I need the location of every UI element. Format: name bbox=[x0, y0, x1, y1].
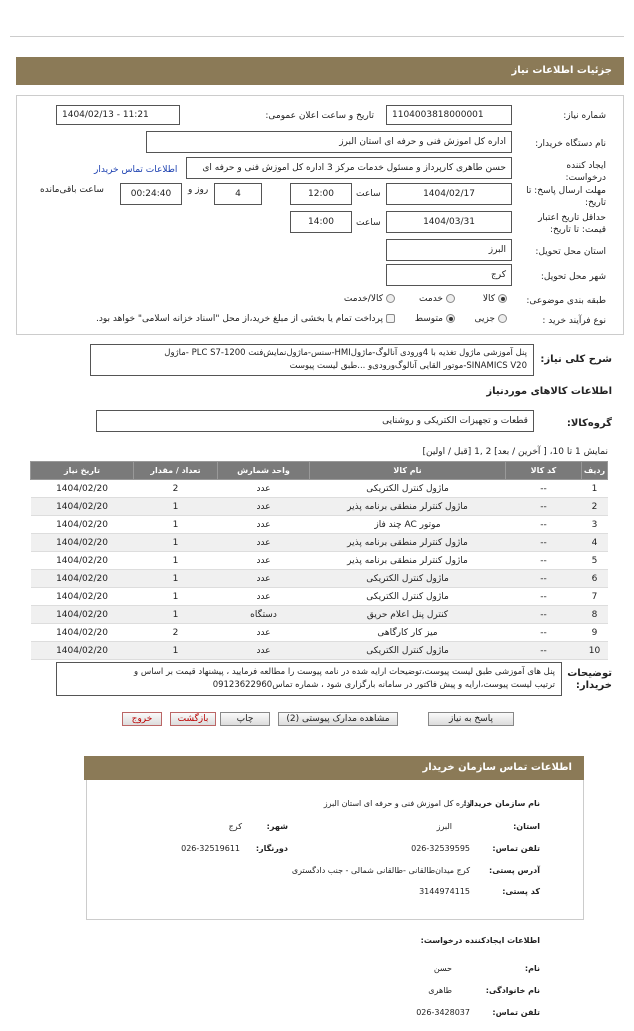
cell-item-name: ماژول کنترل الکتریکی bbox=[310, 480, 506, 498]
deadline-send-time-label: ساعت bbox=[356, 189, 381, 199]
deadline-send-time-field: 12:00 bbox=[290, 183, 352, 205]
radio-icon bbox=[386, 294, 395, 303]
top-divider bbox=[10, 36, 624, 37]
print-button[interactable]: چاپ bbox=[220, 712, 270, 726]
validity-label: حداقل تاریخ اعتبار قیمت: تا تاریخ: bbox=[538, 213, 606, 235]
exit-button[interactable]: خروج bbox=[122, 712, 162, 726]
cell-item-need-date: 1404/02/20 bbox=[31, 570, 134, 588]
goods-group-label: گروه‌کالا: bbox=[566, 418, 612, 429]
creator-last-name-label: نام خانوادگی: bbox=[485, 986, 540, 995]
deadline-send-label: مهلت ارسال پاسخ: تا تاریخ: bbox=[526, 186, 606, 208]
items-table bbox=[30, 461, 608, 660]
cell-row-number: 2 bbox=[582, 498, 608, 516]
cell-item-need-date: 1404/02/20 bbox=[31, 498, 134, 516]
cell-item-name: ماژول کنترلر منطقی برنامه پذیر bbox=[310, 534, 506, 552]
cell-item-quantity: 1 bbox=[134, 606, 218, 624]
checkbox-icon bbox=[386, 314, 395, 323]
cell-item-quantity: 1 bbox=[134, 642, 218, 660]
cell-item-code: -- bbox=[506, 516, 582, 534]
cell-item-quantity: 1 bbox=[134, 516, 218, 534]
cell-item-unit: عدد bbox=[218, 570, 310, 588]
cell-item-need-date: 1404/02/20 bbox=[31, 588, 134, 606]
table-header-row bbox=[31, 462, 608, 480]
col-header-code[interactable]: کد کالا bbox=[506, 462, 582, 480]
cell-item-name: ماژول کنترل الکتریکی bbox=[310, 588, 506, 606]
reply-button[interactable]: پاسخ به نیاز bbox=[428, 712, 514, 726]
cell-item-code: -- bbox=[506, 588, 582, 606]
province-field: البرز bbox=[386, 239, 512, 261]
table-row[interactable] bbox=[31, 480, 608, 498]
cell-item-code: -- bbox=[506, 606, 582, 624]
col-header-name[interactable]: نام کالا bbox=[310, 462, 506, 480]
creator-phone-label: تلفن تماس: bbox=[492, 1008, 540, 1017]
contact-fax-value: 026-32519611 bbox=[181, 844, 240, 853]
cell-item-name: میز کار کارگاهی bbox=[310, 624, 506, 642]
table-row[interactable] bbox=[31, 534, 608, 552]
cell-item-quantity: 1 bbox=[134, 588, 218, 606]
cell-item-need-date: 1404/02/20 bbox=[31, 534, 134, 552]
cell-item-name: کنترل پنل اعلام حریق bbox=[310, 606, 506, 624]
cell-item-quantity: 2 bbox=[134, 480, 218, 498]
announce-date-label: تاریخ و ساعت اعلان عمومی: bbox=[265, 111, 374, 121]
days-remaining-field: 4 bbox=[214, 183, 262, 205]
back-button[interactable]: بازگشت bbox=[170, 712, 216, 726]
table-row[interactable] bbox=[31, 624, 608, 642]
cell-item-code: -- bbox=[506, 624, 582, 642]
table-row[interactable] bbox=[31, 516, 608, 534]
contact-org-label: نام سازمان خریدار: bbox=[463, 799, 540, 808]
radio-icon bbox=[498, 314, 507, 323]
contact-phone-label: تلفن تماس: bbox=[492, 844, 540, 853]
cell-item-name: ماژول کنترلر منطقی برنامه پذیر bbox=[310, 498, 506, 516]
table-row[interactable] bbox=[31, 552, 608, 570]
cell-item-need-date: 1404/02/20 bbox=[31, 552, 134, 570]
category-option-goods[interactable]: کالا bbox=[483, 294, 510, 304]
contact-address-value: کرج میدان‌طالقانی -طالقانی شمالی - جنب دادگستری bbox=[291, 866, 470, 875]
cell-item-code: -- bbox=[506, 570, 582, 588]
page-header bbox=[16, 57, 624, 85]
creator-label: ایجاد کننده درخواست: bbox=[565, 161, 606, 183]
cell-item-code: -- bbox=[506, 480, 582, 498]
cell-item-need-date: 1404/02/20 bbox=[31, 624, 134, 642]
contact-city-value: کرج bbox=[228, 822, 242, 831]
items-table-wrapper bbox=[30, 461, 608, 660]
table-row[interactable] bbox=[31, 588, 608, 606]
cell-item-quantity: 1 bbox=[134, 534, 218, 552]
cell-item-quantity: 1 bbox=[134, 498, 218, 516]
creator-info-title: اطلاعات ایجادکننده درخواست: bbox=[420, 936, 540, 945]
category-option-goods-service[interactable]: کالا/خدمت bbox=[344, 294, 398, 304]
process-label: نوع فرآیند خرید : bbox=[542, 316, 606, 326]
cell-row-number: 1 bbox=[582, 480, 608, 498]
col-header-quantity[interactable]: تعداد / مقدار bbox=[134, 462, 218, 480]
cell-item-code: -- bbox=[506, 642, 582, 660]
validity-time-label: ساعت bbox=[356, 218, 381, 228]
cell-item-need-date: 1404/02/20 bbox=[31, 480, 134, 498]
radio-icon bbox=[446, 314, 455, 323]
announce-date-field: 1404/02/13 - 11:21 bbox=[56, 105, 180, 125]
validity-time-field: 14:00 bbox=[290, 211, 352, 233]
cell-item-unit: عدد bbox=[218, 480, 310, 498]
process-option-medium[interactable]: متوسط bbox=[415, 314, 458, 324]
cell-row-number: 10 bbox=[582, 642, 608, 660]
category-label: طبقه بندی موضوعی: bbox=[526, 296, 606, 306]
page-title: جزئیات اطلاعات نیاز bbox=[511, 65, 612, 76]
remaining-time-field: 00:24:40 bbox=[120, 183, 182, 205]
cell-item-need-date: 1404/02/20 bbox=[31, 642, 134, 660]
need-number-label: شماره نیاز: bbox=[563, 111, 606, 121]
creator-first-name-label: نام: bbox=[524, 964, 540, 973]
contact-postal-label: کد پستی: bbox=[502, 887, 540, 896]
summary-line-2: SINAMICS V20-موتور القایی آنالوگ‌ورودی‌و ...طبق لیست پیوست bbox=[289, 361, 527, 371]
col-header-row-number[interactable]: ردیف bbox=[582, 462, 608, 480]
buyer-notes-line-2: ترتیب لیست پیوست،ارایه و پیش فاکتور در سامانه بارگزاری شود ، شماره تماس09123622960 bbox=[212, 680, 555, 690]
contact-phone-value: 026-32539595 bbox=[411, 844, 470, 853]
contact-title: اطلاعات تماس سازمان خریدار bbox=[422, 762, 572, 773]
remaining-time-label: ساعت باقی‌مانده bbox=[40, 185, 104, 195]
cell-item-unit: عدد bbox=[218, 642, 310, 660]
cell-item-name: ماژول کنترل الکتریکی bbox=[310, 570, 506, 588]
contact-city-label: شهر: bbox=[266, 822, 288, 831]
col-header-need-date[interactable]: تاریخ نیاز bbox=[31, 462, 134, 480]
pagination[interactable]: نمایش 1 تا 10، [ آخرین / بعد] 2 ,1 [قبل / اولین] bbox=[422, 447, 608, 457]
cell-item-quantity: 1 bbox=[134, 552, 218, 570]
cell-item-code: -- bbox=[506, 534, 582, 552]
buyer-org-field: اداره کل اموزش فنی و حرفه ای استان البرز bbox=[146, 131, 512, 153]
cell-row-number: 6 bbox=[582, 570, 608, 588]
deadline-send-date-field: 1404/02/17 bbox=[386, 183, 512, 205]
buyer-notes-line-1: پنل های آموزشی طبق لیست پیوست،توضیحات ارایه شده در نامه پیوست را مطالعه فرمایید ، پیشنهاد قیمت بر اساس و bbox=[134, 667, 555, 677]
cell-item-code: -- bbox=[506, 498, 582, 516]
contact-fax-label: دورنگار: bbox=[255, 844, 288, 853]
creator-phone-value: 026-3428037 bbox=[416, 1008, 470, 1017]
contact-province-label: استان: bbox=[513, 822, 540, 831]
category-option-service[interactable]: خدمت bbox=[419, 294, 458, 304]
goods-info-title: اطلاعات کالاهای موردنیاز bbox=[486, 386, 612, 397]
validity-date-field: 1404/03/31 bbox=[386, 211, 512, 233]
cell-row-number: 3 bbox=[582, 516, 608, 534]
table-row[interactable] bbox=[31, 642, 608, 660]
cell-item-name: ماژول کنترلر منطقی برنامه پذیر bbox=[310, 552, 506, 570]
radio-icon bbox=[446, 294, 455, 303]
cell-item-name: موتور AC چند فاز bbox=[310, 516, 506, 534]
radio-icon bbox=[498, 294, 507, 303]
province-label: استان محل تحویل: bbox=[535, 247, 606, 257]
summary-box bbox=[90, 344, 534, 376]
cell-row-number: 7 bbox=[582, 588, 608, 606]
need-number-field: 1104003818000001 bbox=[386, 105, 512, 125]
cell-item-quantity: 1 bbox=[134, 570, 218, 588]
cell-item-unit: عدد bbox=[218, 516, 310, 534]
cell-item-unit: عدد bbox=[218, 624, 310, 642]
cell-row-number: 9 bbox=[582, 624, 608, 642]
cell-item-unit: عدد bbox=[218, 588, 310, 606]
days-label: روز و bbox=[188, 185, 209, 195]
table-row[interactable] bbox=[31, 570, 608, 588]
contact-address-label: آدرس پستی: bbox=[489, 866, 540, 875]
buyer-notes-box bbox=[56, 662, 562, 696]
contact-header bbox=[84, 756, 584, 780]
summary-label: شرح کلی نیاز: bbox=[540, 354, 612, 365]
cell-item-unit: عدد bbox=[218, 534, 310, 552]
table-body bbox=[31, 480, 608, 660]
cell-item-code: -- bbox=[506, 552, 582, 570]
cell-item-need-date: 1404/02/20 bbox=[31, 606, 134, 624]
contact-org-value: اداره کل اموزش فنی و حرفه ای استان البرز bbox=[323, 799, 472, 808]
cell-item-unit: عدد bbox=[218, 552, 310, 570]
attachments-button[interactable]: مشاهده مدارک پیوستی (2) bbox=[278, 712, 398, 726]
cell-item-name: ماژول کنترل الکتریکی bbox=[310, 642, 506, 660]
buyer-notes-label: توضیحات خریدار: bbox=[567, 668, 612, 691]
creator-last-name-value: طاهری bbox=[428, 986, 452, 995]
process-option-minor[interactable]: جزیی bbox=[474, 314, 510, 324]
cell-item-quantity: 2 bbox=[134, 624, 218, 642]
cell-row-number: 8 bbox=[582, 606, 608, 624]
city-field: کرج bbox=[386, 264, 512, 286]
buyer-contact-link[interactable]: اطلاعات تماس خریدار bbox=[94, 165, 178, 175]
cell-row-number: 4 bbox=[582, 534, 608, 552]
table-row[interactable] bbox=[31, 606, 608, 624]
cell-row-number: 5 bbox=[582, 552, 608, 570]
goods-group-field: قطعات و تجهیزات الکتریکی و روشنایی bbox=[96, 410, 534, 432]
creator-field: حسن طاهری کارپرداز و مسئول خدمات مرکز 3 اداره کل اموزش فنی و حرفه ای bbox=[186, 157, 512, 179]
creator-first-name-value: حسن bbox=[433, 964, 452, 973]
contact-postal-value: 3144974115 bbox=[419, 887, 470, 896]
summary-line-1: پنل آموزشی ماژول تغذیه با 4ورودی آنالوگ-ماژولHMI-سنس-ماژول‌نمایش‌فنت PLC S7-1200 -ماژول bbox=[164, 348, 527, 358]
contact-province-value: البرز bbox=[436, 822, 452, 831]
buyer-org-label: نام دستگاه خریدار: bbox=[535, 139, 606, 149]
city-label: شهر محل تحویل: bbox=[540, 272, 606, 282]
col-header-unit[interactable]: واحد شمارش bbox=[218, 462, 310, 480]
cell-item-unit: دستگاه bbox=[218, 606, 310, 624]
table-row[interactable] bbox=[31, 498, 608, 516]
payment-note[interactable]: پرداخت تمام یا بخشی از مبلغ خرید،از محل "اسناد خزانه اسلامی" خواهد بود. bbox=[96, 314, 398, 324]
cell-item-unit: عدد bbox=[218, 498, 310, 516]
cell-item-need-date: 1404/02/20 bbox=[31, 516, 134, 534]
